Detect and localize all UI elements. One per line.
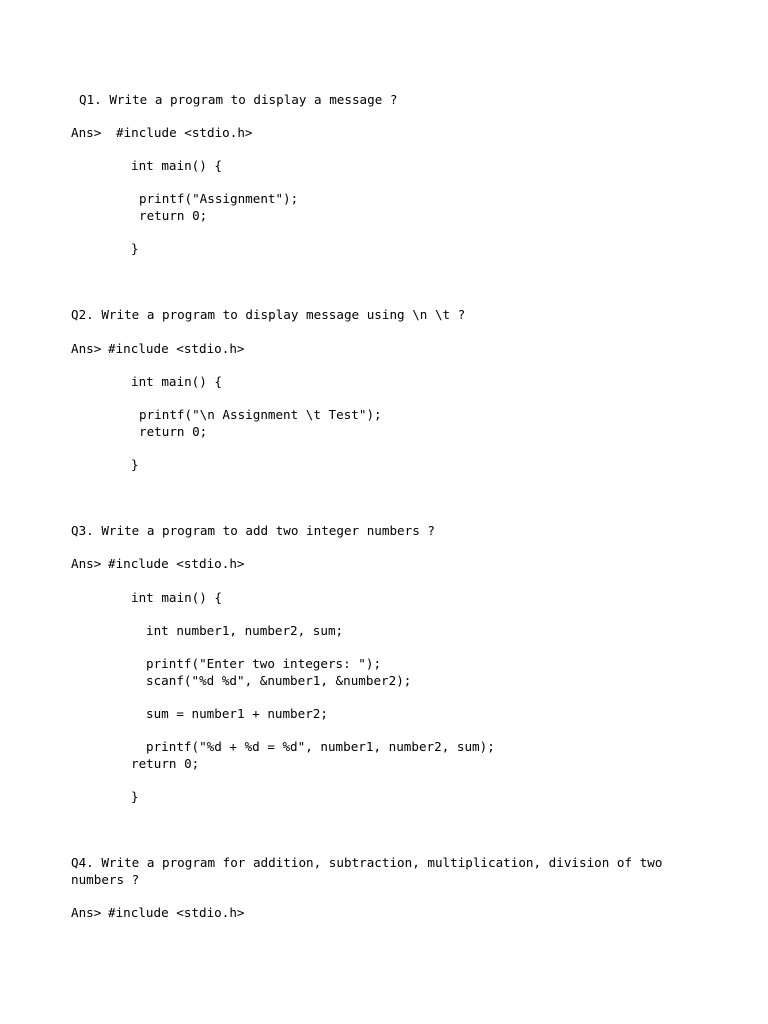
- q3-question: Q3. Write a program to add two integer numbers ?: [71, 523, 435, 538]
- q2-close-brace: }: [131, 457, 139, 472]
- q4-question-line1: Q4. Write a program for addition, subtraction, multiplication, division of two: [71, 855, 663, 870]
- q1-question: Q1. Write a program to display a message ?: [79, 92, 398, 107]
- q3-return: return 0;: [131, 756, 200, 771]
- q1-close-brace: }: [131, 241, 139, 256]
- q1-printf: printf("Assignment");: [139, 191, 299, 206]
- q4-include: #include <stdio.h>: [108, 905, 245, 920]
- q3-main-open: int main() {: [131, 590, 222, 605]
- q2-return: return 0;: [139, 424, 208, 439]
- q1-include: #include <stdio.h>: [116, 125, 253, 140]
- q2-question: Q2. Write a program to display message using \n \t ?: [71, 307, 466, 322]
- q4-question-line2: numbers ?: [71, 872, 140, 887]
- q3-ans-label: Ans>: [71, 556, 102, 571]
- q2-main-open: int main() {: [131, 374, 222, 389]
- q3-scanf: scanf("%d %d", &number1, &number2);: [146, 673, 412, 688]
- q2-include: #include <stdio.h>: [108, 341, 245, 356]
- q3-declaration: int number1, number2, sum;: [146, 623, 344, 638]
- q3-sum: sum = number1 + number2;: [146, 706, 328, 721]
- q3-close-brace: }: [131, 789, 139, 804]
- q1-ans-label: Ans>: [71, 125, 102, 140]
- q3-printf-result: printf("%d + %d = %d", number1, number2, sum);: [146, 739, 495, 754]
- q4-ans-label: Ans>: [71, 905, 102, 920]
- q1-return: return 0;: [139, 208, 208, 223]
- q1-main-open: int main() {: [131, 158, 222, 173]
- q3-printf-prompt: printf("Enter two integers: ");: [146, 656, 382, 671]
- q2-printf: printf("\n Assignment \t Test");: [139, 407, 382, 422]
- q2-ans-label: Ans>: [71, 341, 102, 356]
- q3-include: #include <stdio.h>: [108, 556, 245, 571]
